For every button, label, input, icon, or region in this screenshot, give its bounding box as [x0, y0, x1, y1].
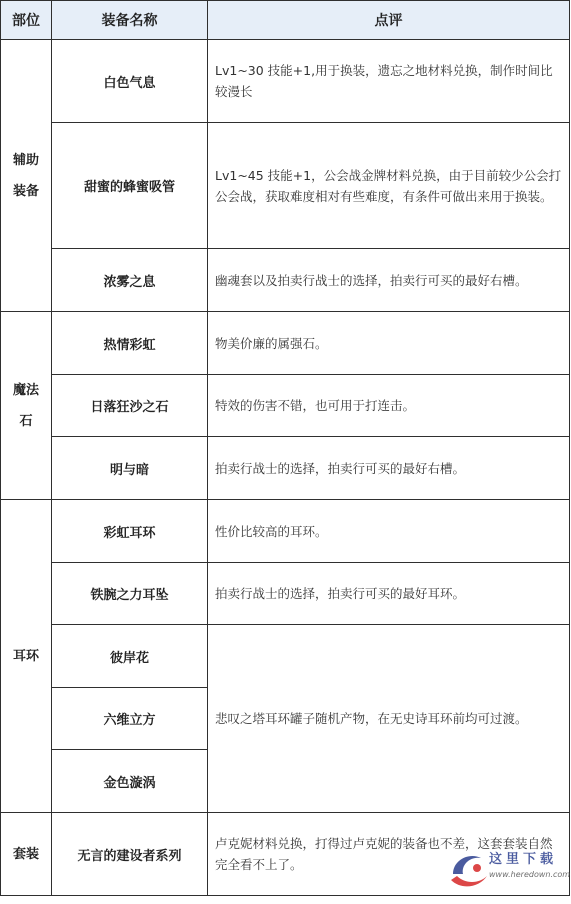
- table-row: [1, 123, 570, 249]
- table-row: [1, 249, 570, 312]
- watermark-text: 这里下载: [489, 852, 558, 867]
- equipment-comment: 卢克妮材料兑换，打得过卢克妮的装备也不差，这套套装自然完全看不上了。: [208, 813, 570, 896]
- swoosh-icon: [447, 844, 491, 894]
- equipment-comment: 悲叹之塔耳环罐子随机产物，在无史诗耳环前均可过渡。: [208, 625, 570, 813]
- equipment-name: 彩虹耳环: [52, 500, 208, 563]
- category-cell: 辅助 装备: [1, 40, 52, 312]
- watermark-logo: [447, 842, 571, 896]
- equipment-comment: Lv1~45 技能+1，公会战金牌材料兑换，由于目前较少公会打公会战，获取难度相对有些难度，有条件可做出来用于换装。: [208, 123, 570, 249]
- header-name: 装备名称: [52, 1, 208, 40]
- watermark-url: www.heredown.com: [489, 870, 571, 879]
- equipment-comment: 拍卖行战士的选择，拍卖行可买的最好右槽。: [208, 437, 570, 500]
- equipment-comment: 性价比较高的耳环。: [208, 500, 570, 563]
- equipment-comment: 物美价廉的属强石。: [208, 312, 570, 375]
- table-row: [1, 500, 570, 563]
- equipment-comment: 特效的伤害不错，也可用于打连击。: [208, 375, 570, 437]
- equipment-comment: 拍卖行战士的选择，拍卖行可买的最好耳环。: [208, 563, 570, 625]
- category-cell: 魔法 石: [1, 312, 52, 500]
- header-category: 部位: [1, 1, 52, 40]
- equipment-name: 日落狂沙之石: [52, 375, 208, 437]
- equipment-comment: Lv1~30 技能+1,用于换装，遗忘之地材料兑换，制作时间比较漫长: [208, 40, 570, 123]
- equipment-name: 浓雾之息: [52, 249, 208, 312]
- table-row: [1, 437, 570, 500]
- table-row: [1, 40, 570, 123]
- table-row: [1, 563, 570, 625]
- equipment-name: 明与暗: [52, 437, 208, 500]
- equipment-name: 铁腕之力耳坠: [52, 563, 208, 625]
- header-comment: 点评: [208, 1, 570, 40]
- equipment-name: 热情彩虹: [52, 312, 208, 375]
- equipment-name: 六维立方: [52, 688, 208, 750]
- equipment-name: 白色气息: [52, 40, 208, 123]
- equipment-name: 金色漩涡: [52, 750, 208, 813]
- equipment-name: 无言的建设者系列: [52, 813, 208, 896]
- table-row: [1, 312, 570, 375]
- table-row: [1, 625, 570, 688]
- header-row: [1, 1, 570, 40]
- table-row: [1, 375, 570, 437]
- equipment-name: 甜蜜的蜂蜜吸管: [52, 123, 208, 249]
- category-cell: 耳环: [1, 500, 52, 813]
- category-cell: 套装: [1, 813, 52, 896]
- equipment-name: 彼岸花: [52, 625, 208, 688]
- equipment-comment: 幽魂套以及拍卖行战士的选择，拍卖行可买的最好右槽。: [208, 249, 570, 312]
